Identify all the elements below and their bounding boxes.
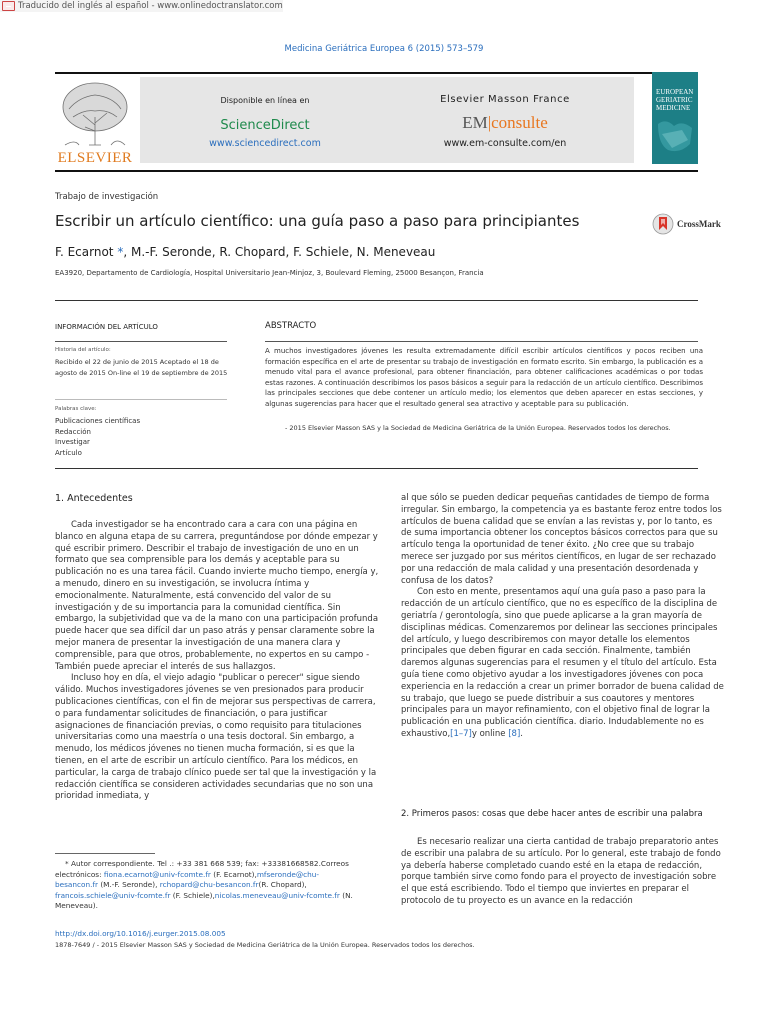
doi-link[interactable]: http://dx.doi.org/10.1016/j.eurger.2015.08.005	[55, 929, 226, 938]
footnote-text: (F. Ecarnot),	[210, 869, 257, 879]
divider	[55, 341, 227, 342]
keyword: Redacción	[55, 427, 91, 436]
article-info-heading: INFORMACIÓN DEL ARTÍCULO	[55, 323, 158, 331]
author-list	[55, 245, 435, 259]
footnote-text: (N. Meneveau).	[55, 890, 353, 910]
email-link[interactable]: fiona.ecarnot@univ-fcomte.fr	[103, 869, 211, 879]
cover-line: MEDICINE	[656, 104, 691, 112]
abstract-heading: ABSTRACTO	[265, 321, 317, 331]
abstract-text: A muchos investigadores jóvenes les resulta extremadamente difícil escribir artículos científicos y pocos reciben una formación específica en el arte de presentar su trabajo de investigación en formato escrito. Sin embargo, la publicación es a menudo vital para el avance profesional, para obtener financiación, para obtener calificaciones académicas o por todas estas razones. A continuación describimos los pasos básicos a seguir para la redacción de un artículo científico. Describimos las principales secciones que debe contener un artículo medio; los elementos que deben aparecer en estas secciones, y algunas sugerencias para hacer que el resultado general sea atractivo y aceptable para su publicación.	[265, 347, 703, 408]
em-logo-left: EM	[462, 113, 488, 132]
email-link[interactable]: mfseronde@chu-besancon.fr	[55, 869, 320, 889]
journal-reference-link[interactable]: Medicina Geriátrica Europea 6 (2015) 573–579	[284, 44, 484, 54]
paragraph: Incluso hoy en día, el viejo adagio "publicar o perecer" sigue siendo válido. Muchos investigadores jóvenes se ven presionados para producir publicaciones científicas, con el fin de mejorar sus perspectivas de carrera, o para fundamentar solicitudes de financiación, o para justificar asignaciones de financiación previas, o como requisito para titulaciones universitarias como una maestría o una tesis doctoral. Sin embargo, a menudo, los médicos jóvenes no tienen mucha formación, si es que la tienen, en el arte de escribir un artículo científico. Para los médicos, en particular, la carga de trabajo clínico puede ser tal que la investigación y la redacción científica se consideren actividades secundarias que no son una prioridad inmediata, y	[55, 673, 377, 802]
reference-link[interactable]: [1–7]	[450, 728, 472, 739]
divider	[55, 468, 698, 469]
keyword: Investigar	[55, 438, 90, 446]
section-heading: 2. Primeros pasos: cosas que debe hacer antes de escribir una palabra	[401, 809, 703, 819]
article-type: Trabajo de investigación	[55, 192, 159, 202]
divider	[55, 300, 698, 301]
corresponding-author: F. Ecarnot	[55, 245, 114, 259]
coauthors: , M.-F. Seronde, R. Chopard, F. Schiele, N. Meneveau	[123, 245, 436, 259]
footnote-rule	[55, 853, 155, 854]
cover-map-graphic	[652, 114, 698, 162]
body-column-right	[401, 493, 724, 741]
keyword: Artículo	[55, 448, 82, 457]
footnote-text: * Autor correspondiente. Tel .: +33 381 668 539; fax: +33381668582.Correos electrónicos:	[55, 859, 349, 879]
history-label: Historia del artículo:	[55, 347, 111, 353]
paragraph: Es necesario realizar una cierta cantidad de trabajo preparatorio antes de escribir una palabra de su artículo. Por lo general, este trabajo de fondo ya debería haberse completado cuando esté en la etapa de redacción, porque también sirve como fondo para el proyecto de investigación sobre el que está escribiendo. Todo el tiempo que inviertes en preparar el protocolo de tu proyecto es un avance en la redacción	[401, 837, 721, 906]
divider	[265, 341, 698, 342]
publisher-name: Elsevier Masson France	[440, 94, 570, 105]
translator-banner[interactable]	[0, 0, 283, 12]
article-title: Escribir un artículo científico: una guía paso a paso para principiantes	[55, 212, 580, 230]
email-link[interactable]: francois.schiele@univ-fcomte.fr	[55, 890, 171, 900]
translate-icon	[2, 1, 15, 11]
issn-copyright: 1878-7649 / - 2015 Elsevier Masson SAS y Sociedad de Medicina Geriátrica de la Unión Europea. Reservados todos los derechos.	[55, 941, 475, 949]
elsevier-wordmark: ELSEVIER	[57, 150, 133, 166]
paragraph: al que sólo se pueden dedicar pequeñas cantidades de tiempo de forma irregular. Sin embargo, la competencia ya es bastante feroz entre todos los artículos de buena calidad que se envían a las revistas y, por lo tanto, es de suma importancia obtener los conceptos básicos correctos para que su artículo tenga la oportunidad de tener éxito. ¿No cree que su trabajo merece ser juzgado por sus méritos científicos, en lugar de ser rechazado por una redacción de mala calidad y una presentación desordenada y confusa de los datos?	[401, 493, 722, 586]
paragraph-text: .	[520, 728, 523, 739]
crossmark-label: CrossMark	[677, 219, 721, 229]
header-bottom-rule	[55, 170, 698, 172]
keywords-label: Palabras clave:	[55, 406, 97, 412]
em-logo-divider: |	[487, 113, 492, 132]
history-text: Recibido el 22 de junio de 2015 Aceptado el 18 de agosto de 2015 On-line el 19 de septiembre de 2015	[55, 358, 228, 377]
paragraph: Cada investigador se ha encontrado cara a cara con una página en blanco en alguna etapa de su carrera, preguntándose por dónde empezar y qué escribir primero. Describir el trabajo de investigación de uno en un formato que sea comprensible para los demás y aceptable para su publicación no es una tarea fácil. Cuando invierte mucho tiempo, energía y, a menudo, dinero en su investigación, se involucra íntima y emocionalmente. Naturalmente, está convencido del valor de su investigación y de su importancia para la comunidad científica. Sin embargo, la subjetividad que va de la mano con una participación profunda puede hacer que sea difícil dar un paso atrás y pensar claramente sobre la mejor manera de presentar la investigación de una manera clara y comprensible, para que otros, probablemente, no expertos en su campo - También puede apreciar el interés de sus hallazgos.	[55, 520, 379, 672]
translator-banner-text: Traducido del inglés al español - www.onlinedoctranslator.com	[18, 1, 283, 11]
section-heading: 1. Antecedentes	[55, 493, 133, 504]
reference-link[interactable]: [8]	[508, 728, 521, 739]
crossmark-badge[interactable]	[652, 213, 721, 235]
cover-line: EUROPEAN	[656, 88, 694, 96]
paragraph	[401, 587, 724, 740]
divider	[55, 399, 227, 400]
sciencedirect-logo[interactable]: ScienceDirect	[220, 118, 310, 133]
keyword-list	[55, 416, 140, 458]
footnote-text: (R. Chopard),	[258, 880, 307, 889]
header-top-rule	[55, 72, 698, 74]
em-logo-right: consulte	[491, 113, 548, 132]
affiliation: EA3920, Departamento de Cardiología, Hospital Universitario Jean-Minjoz, 3, Boulevard Fleming, 25000 Besançon, Francia	[55, 269, 484, 277]
sciencedirect-available-label: Disponible en línea en	[220, 96, 310, 105]
em-consulte-link[interactable]: www.em-consulte.com/en	[443, 138, 567, 149]
crossmark-icon	[652, 213, 674, 235]
keyword: Publicaciones científicas	[55, 417, 141, 425]
body-column-right-continued	[401, 837, 724, 908]
footnote	[55, 859, 355, 912]
journal-cover[interactable]	[652, 72, 698, 164]
sciencedirect-link[interactable]: www.sciencedirect.com	[209, 138, 321, 149]
cover-line: GERIATRIC	[656, 96, 693, 104]
corresponding-author-marker[interactable]: *	[117, 245, 124, 259]
abstract-copyright: - 2015 Elsevier Masson SAS y la Sociedad de Medicina Geriátrica de la Unión Europea. Reservados todos los derechos.	[285, 424, 671, 432]
paragraph-text: Con esto en mente, presentamos aquí una guía paso a paso para la redacción de un artículo científico, que no es específico de la disciplina de geriatría / gerontología, sino que puede aplicarse a la gran mayoría de disciplinas médicas. Comenzaremos por delinear las secciones principales del artículo, y luego describiremos con mayor detalle los elementos principales que deben figurar en cada sección. Finalmente, también daremos algunas sugerencias para el resumen y el título del artículo. Esta guía tiene como objetivo ayudar a los investigadores jóvenes con poca experiencia en la redacción a crear un primer borrador de buena calidad de su trabajo, que luego se puede distribuir a sus coautores y mentores principales para un mayor refinamiento, con el objetivo final de lograr la publicación en una publicación científica. diario. Indudablemente no es exhaustivo,	[401, 587, 724, 739]
body-column-left	[55, 520, 380, 803]
footnote-text: (M.-F. Seronde),	[98, 880, 160, 889]
email-link[interactable]: nicolas.meneveau@univ-fcomte.fr	[214, 890, 340, 900]
em-consulte-logo[interactable]	[415, 113, 595, 133]
email-link[interactable]: rchopard@chu-besancon.fr	[159, 880, 259, 889]
paragraph-text: y online	[471, 728, 506, 739]
footnote-text: (F. Schiele),	[170, 890, 215, 900]
